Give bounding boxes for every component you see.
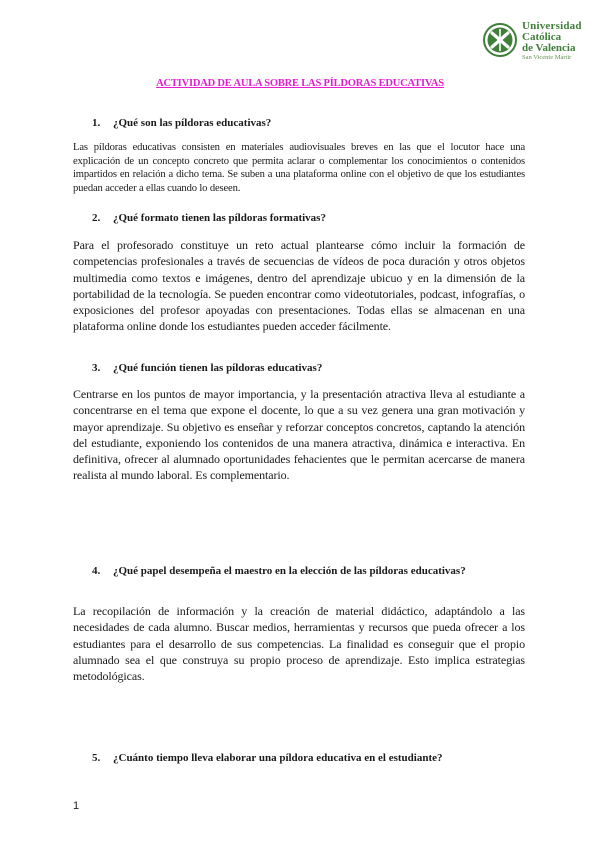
question-1-number: 1. [92, 117, 101, 129]
question-3-heading [92, 362, 522, 375]
question-5-heading [92, 752, 522, 765]
question-5-text: ¿Cuánto tiempo lleva elaborar una píldora educativa en el estudiante? [113, 752, 443, 764]
logo-line-3: de Valencia [522, 42, 576, 54]
page-number: 1 [73, 800, 80, 812]
question-4-text: ¿Qué papel desempeña el maestro en la elección de las píldoras educativas? [113, 565, 466, 577]
answer-4: La recopilación de información y la creación de material didáctico, adaptándolo a las necesidades de cada alumno. Buscar medios, herramientas y recursos que pueda ofrecer a los estudiantes para el desarrollo de sus competencias. La finalidad es conseguir que el propio alumnado sea el que construya su propio proceso de aprendizaje. Esto implica estrategias metodológicas. [73, 604, 525, 684]
question-1-heading [92, 117, 522, 130]
university-crest-icon [482, 20, 518, 60]
logo-line-4: San Vicente Mártir [522, 54, 572, 61]
question-4-number: 4. [92, 565, 101, 577]
question-5-number: 5. [92, 752, 101, 764]
question-1-text: ¿Qué son las píldoras educativas? [113, 117, 272, 129]
question-3-text: ¿Qué función tienen las píldoras educativas? [113, 362, 323, 374]
question-2-heading [92, 212, 522, 225]
question-2-number: 2. [92, 212, 101, 224]
question-3-number: 3. [92, 362, 101, 374]
answer-1: Las píldoras educativas consisten en materiales audiovisuales breves en las que el locutor hace una explicación de un concepto concreto que permita aclarar o complementar los conocimientos o contenidos impartidos en relación a dicho tema. Se suben a una plataforma online con el objetivo de que los estudiantes puedan acceder a ellas cuando lo deseen. [73, 142, 525, 194]
logo-line-1: Universidad [522, 20, 582, 32]
question-2-text: ¿Qué formato tienen las píldoras formativas? [113, 212, 326, 224]
university-logo [482, 20, 590, 64]
answer-2: Para el profesorado constituye un reto actual plantearse cómo incluir la formación de competencias profesionales a través de secuencias de vídeos de poca duración y otros objetos multimedia como textos e imágenes, dentro del aprendizaje ubicuo y en la dimensión de la portabilidad de la tecnología. Se pueden encontrar como videotutoriales, podcast, infografías, o exposiciones del profesor apoyadas con presentaciones. Todas ellas se almacenan en una plataforma online donde los estudiantes pueden acceder fácilmente. [73, 238, 525, 334]
question-4-heading [92, 565, 522, 578]
logo-line-2: Católica [522, 31, 562, 43]
answer-3: Centrarse en los puntos de mayor importancia, y la presentación atractiva lleva al estudiante a concentrarse en el tema que expone el docente, lo que a su vez genera una gran motivación y mayor aprendizaje. Su objetivo es enseñar y reforzar conceptos concretos, captando la atención del estudiante, exponiendo los contenidos de una manera atractiva, dinámica e interactiva. En definitiva, ofrecer al alumnado oportunidades fehacientes que le permitan acercarse de manera realista al mundo laboral. Es complementario. [73, 387, 525, 483]
page-title: ACTIVIDAD DE AULA SOBRE LAS PÍLDORAS EDUCATIVAS [156, 78, 444, 89]
